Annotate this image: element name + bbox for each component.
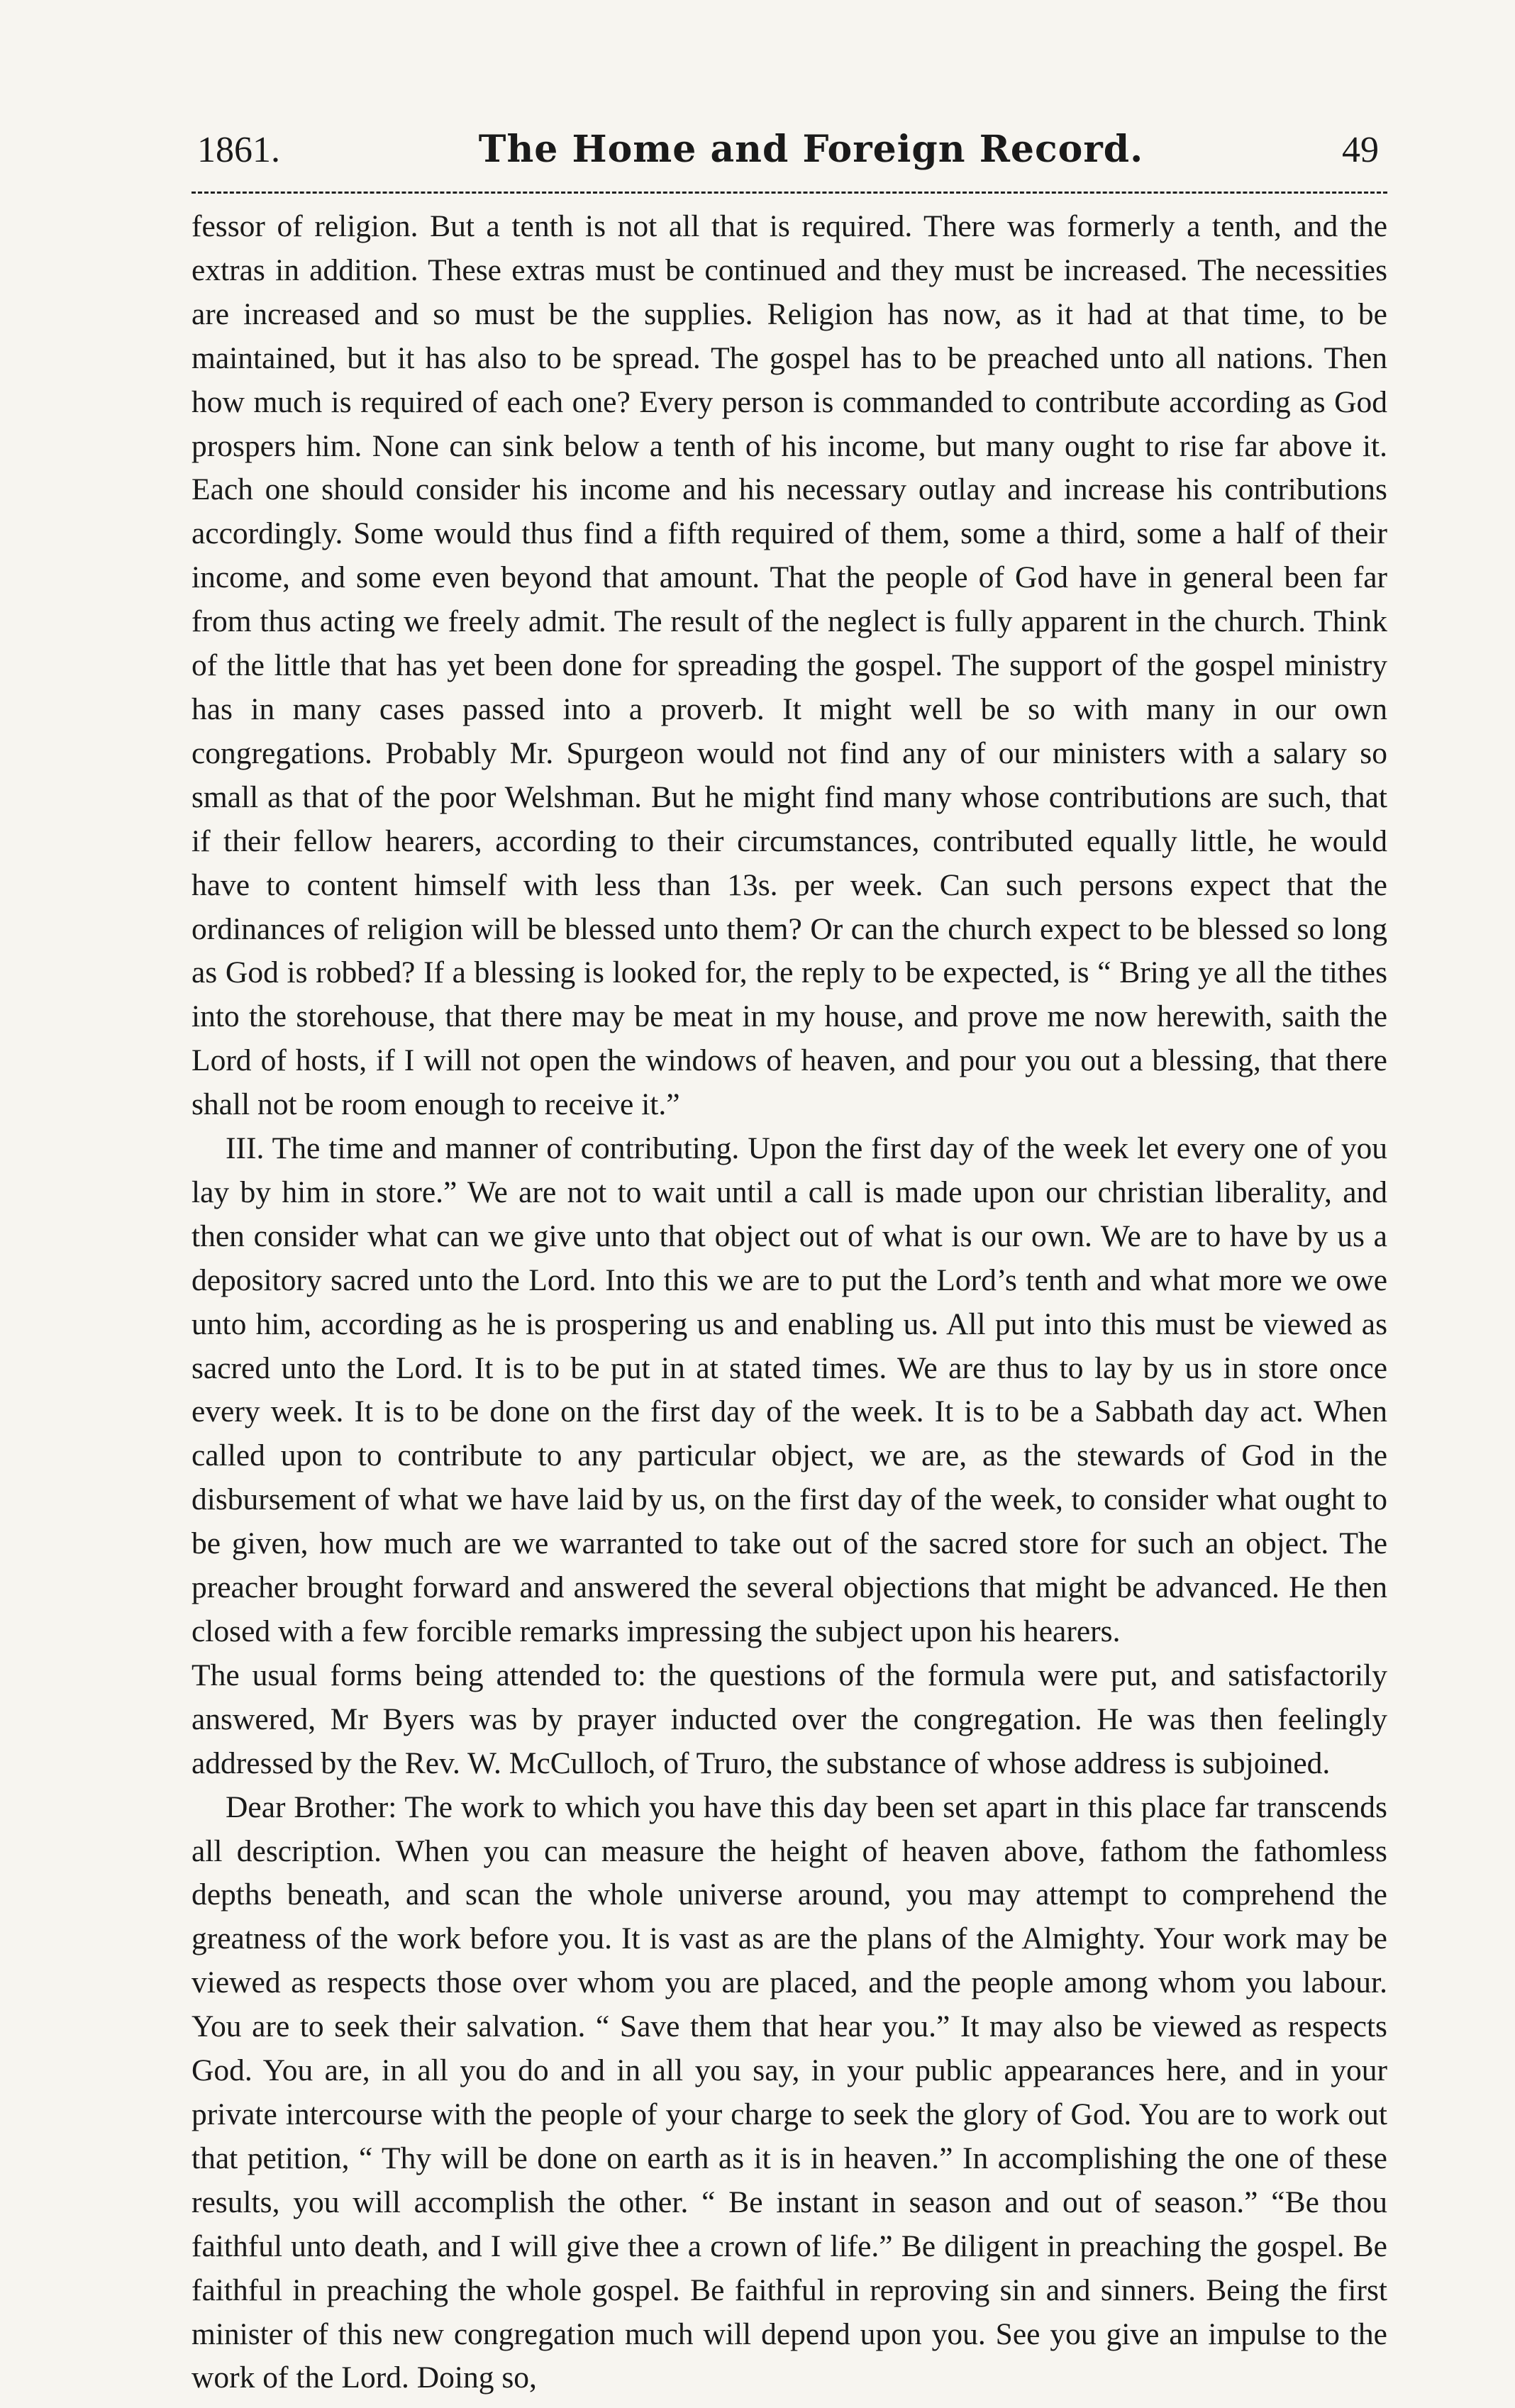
header-page-number: 49 [1341, 130, 1379, 170]
header-title: The Home and Foreign Record. [478, 128, 1144, 171]
paragraph-continuation: fessor of religion. But a tenth is not all that is required. There was formerly a tenth, and the extras in addition. These extras must be continued and they must be increased. The necessities are increased and so must be the supplies. Religion has now, as it had at that time, to be maintained, but it has also to be spread. The gospel has to be preached unto all nations. Then how much is required of each one? Every person is commanded to contribute according as God prospers him. None can sink below a tenth of his income, but many ought to rise far above it. Each one should consider his income and his necessary outlay and increase his contributions accordingly. Some would thus find a fifth required of them, some a third, some a half of their income, and some even beyond that amount. That the people of God have in general been far from thus acting we freely admit. The result of the neglect is fully apparent in the church. Think of the little that has yet been done for spreading the gospel. The support of the gospel ministry has in many cases passed into a proverb. It might well be so with many in our own congregations. Probably Mr. Spurgeon would not find any of our ministers with a salary so small as that of the poor Welshman. But he might find many whose contributions are such, that if their fellow hearers, according to their circumstances, contributed equally little, he would have to content himself with less than 13s. per week. Can such persons expect that the ordinances of religion will be blessed unto them? Or can the church expect to be blessed so long as God is robbed? If a blessing is looked for, the reply to be expected, is “ Bring ye all the tithes into the storehouse, that there may be meat in my house, and prove me now herewith, saith the Lord of hosts, if I will not open the windows of heaven, and pour you out a blessing, that there shall not be room enough to receive it.” [192, 209, 1387, 1122]
header-year: 1861. [197, 130, 280, 170]
paragraph-address: Dear Brother: The work to which you have this day been set apart in this place far transcends all description. When you can measure the height of heaven above, fathom the fathomless depths beneath, and scan the whole universe around, you may attempt to comprehend the greatness of the work before you. It is vast as are the plans of the Almighty. Your work may be viewed as respects those over whom you are placed, and the people among whom you labour. You are to seek their salvation. “ Save them that hear you.” It may also be viewed as respects God. You are, in all you do and in all you say, in your public appearances here, and in your private intercourse with the people of your charge to seek the glory of God. You are to work out that petition, “ Thy will be done on earth as it is in heaven.” In accomplishing the one of these results, you will accomplish the other. “ Be instant in season and out of season.” “Be thou faithful unto death, and I will give thee a crown of life.” Be diligent in preaching the gospel. Be faithful in preaching the whole gospel. Be faithful in reproving sin and sinners. Being the first minister of this new congregation much will depend upon you. See you give an impulse to the work of the Lord. Doing so, [192, 1790, 1387, 2395]
body-text [192, 205, 1387, 2400]
paragraph-induction: The usual forms being attended to: the questions of the formula were put, and satisfactorily answered, Mr Byers was by prayer inducted over the congregation. He was then feelingly addressed by the Rev. W. McCulloch, of Truro, the substance of whose address is subjoined. [192, 1658, 1387, 1780]
running-header [192, 128, 1387, 184]
paragraph-section-iii: III. The time and manner of contributing. Upon the first day of the week let every one of you lay by him in store.” We are not to wait until a call is made upon our christian liberality, and then consider what can we give unto that object out of what is our own. We are to have by us a depository sacred unto the Lord. Into this we are to put the Lord’s tenth and what more we owe unto him, according as he is prospering us and enabling us. All put into this must be viewed as sacred unto the Lord. It is to be put in at stated times. We are thus to lay by us in store once every week. It is to be done on the first day of the week. It is to be a Sabbath day act. When called upon to contribute to any particular object, we are, as the stewards of God in the disbursement of what we have laid by us, on the first day of the week, to consider what ought to be given, how much are we warranted to take out of the sacred store for such an object. The preacher brought forward and answered the several objections that might be advanced. He then closed with a few forcible remarks impressing the subject upon his hearers. [192, 1131, 1387, 1648]
header-rule [192, 192, 1387, 194]
